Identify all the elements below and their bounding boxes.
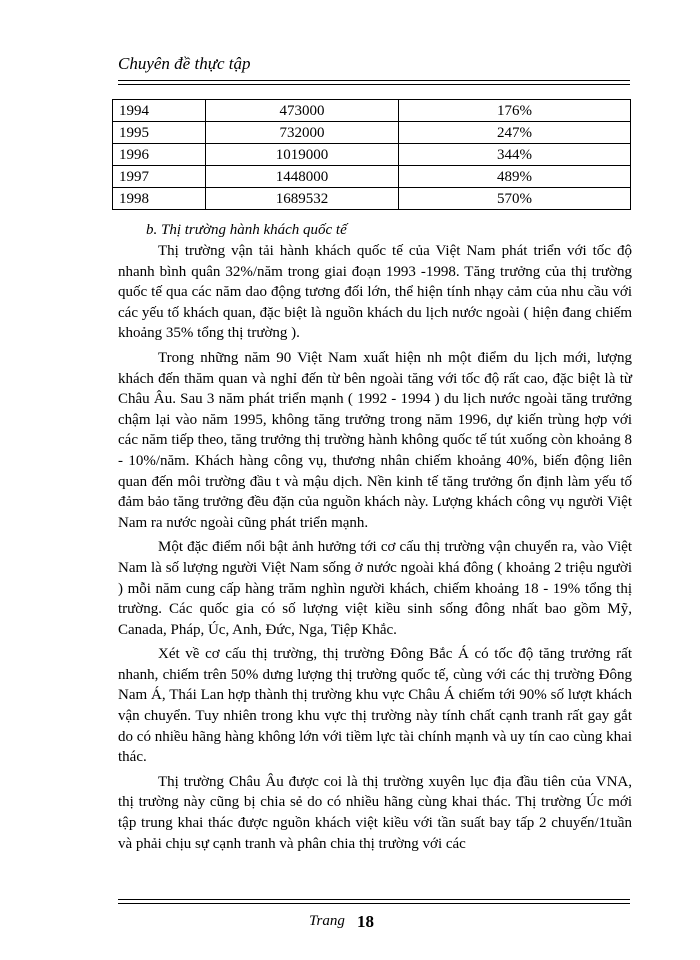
- body-text: [118, 241, 632, 858]
- passenger-statistics-table: [112, 99, 631, 210]
- table-cell-year: 1997: [113, 166, 206, 188]
- table-cell-passengers: 1019000: [206, 144, 399, 166]
- paragraph: Trong những năm 90 Việt Nam xuất hiện nh một điểm du lịch mới, lượng khách đến thăm quan và nghỉ đến từ bên ngoài tăng với tốc độ rất cao, đặc biệt là từ Châu Âu. Sau 3 năm phát triển mạnh ( 1992 - 1994 ) du lịch nước ngoài tăng trưởng chậm lại vào năm 1995, không tăng trưởng trong năm 1996, dự kiến trùng hợp với các năm tiếp theo, tăng trưởng thị trường hành không quốc tế tút xuống còn khoảng 8 - 10%/năm. Khách hàng công vụ, thương nhân chiếm khoảng 40%, biến động liên quan đến môi trường đầu t và mậu dịch. Nền kinh tế tăng trưởng ổn định làm yếu tố đảm bảo tăng trưởng đều đặn của nguồn khách này. Lượng khách công vụ người Việt Nam ra nước ngoài cũng phát triển mạnh.: [118, 349, 632, 531]
- table-cell-passengers: 1448000: [206, 166, 399, 188]
- footer-rule-bottom: [118, 903, 630, 904]
- footer-page-number: 18: [357, 912, 374, 931]
- table-cell-passengers: 1689532: [206, 188, 399, 210]
- table-cell-percent: 570%: [399, 188, 631, 210]
- paragraph: Thị trường Châu Âu được coi là thị trường xuyên lục địa đầu tiên của VNA, thị trường này cũng bị chia sẻ do có nhiều hãng cùng khai thác. Thị trường Úc mới tập trung khai thác được nguồn khách việt kiều với tần suất bay tấp 2 chuyến/1tuần và phải chịu sự cạnh tranh và phân chia thị trường với các: [118, 773, 632, 852]
- table-row: [113, 100, 631, 122]
- table-cell-percent: 247%: [399, 122, 631, 144]
- footer-page-label: Trang: [309, 913, 345, 929]
- header-rule-bottom: [118, 84, 630, 85]
- table-row: [113, 144, 631, 166]
- paragraph: Thị trường vận tải hành khách quốc tế của Việt Nam phát triển với tốc độ nhanh bình quân 32%/năm trong giai đoạn 1993 -1998. Tăng trưởng của thị trường quốc tế qua các năm dao động tương đối lớn, thể hiện tính nhạy cảm của nhu cầu với các yếu tố khách quan, đặc biệt là nguồn khách du lịch nước ngoài ( hiện đang chiếm khoảng 35% tổng thị trường ).: [118, 243, 632, 342]
- table-cell-year: 1995: [113, 122, 206, 144]
- table-cell-percent: 176%: [399, 100, 631, 122]
- paragraph: Một đặc điểm nổi bật ảnh hưởng tới cơ cấu thị trường vận chuyển ra, vào Việt Nam là số lượng người Việt Nam sống ở nước ngoài khá đông ( khoảng 2 triệu người ) mỗi năm cung cấp hàng trăm nghìn người khách, chiếm khoảng 18 - 19% tổng thị trường. Các quốc gia có số lượng việt kiều sinh sống đông nhất bao gồm Mỹ, Canada, Pháp, Úc, Anh, Đức, Nga, Tiệp Khắc.: [118, 539, 632, 638]
- paragraph: Xét về cơ cấu thị trường, thị trường Đông Bắc Á có tốc độ tăng trưởng rất nhanh, chiếm trên 50% dưng lượng thị trường quốc tế, cùng với các thị trường Đông Nam Á, Thái Lan hợp thành thị trường khu vực Châu Á chiếm tới 90% số lượt khách vận chuyển. Tuy nhiên trong khu vực thị trường này tính chất cạnh tranh rất gay gắt do có nhiều hãng hàng không lớn với tiềm lực tài chính mạnh và uy tín cao cùng khai thác.: [118, 646, 632, 766]
- page-header-title: Chuyên đề thực tập: [118, 54, 251, 73]
- footer-rule-top: [118, 899, 630, 900]
- table-cell-year: 1994: [113, 100, 206, 122]
- table-row: [113, 166, 631, 188]
- table-cell-passengers: 473000: [206, 100, 399, 122]
- table-cell-passengers: 732000: [206, 122, 399, 144]
- table-cell-year: 1996: [113, 144, 206, 166]
- table-cell-percent: 344%: [399, 144, 631, 166]
- table-cell-percent: 489%: [399, 166, 631, 188]
- table-cell-year: 1998: [113, 188, 206, 210]
- table-row: [113, 122, 631, 144]
- header-rule-top: [118, 80, 630, 81]
- table-row: [113, 188, 631, 210]
- section-heading: b. Thị trường hành khách quốc tế: [146, 222, 347, 238]
